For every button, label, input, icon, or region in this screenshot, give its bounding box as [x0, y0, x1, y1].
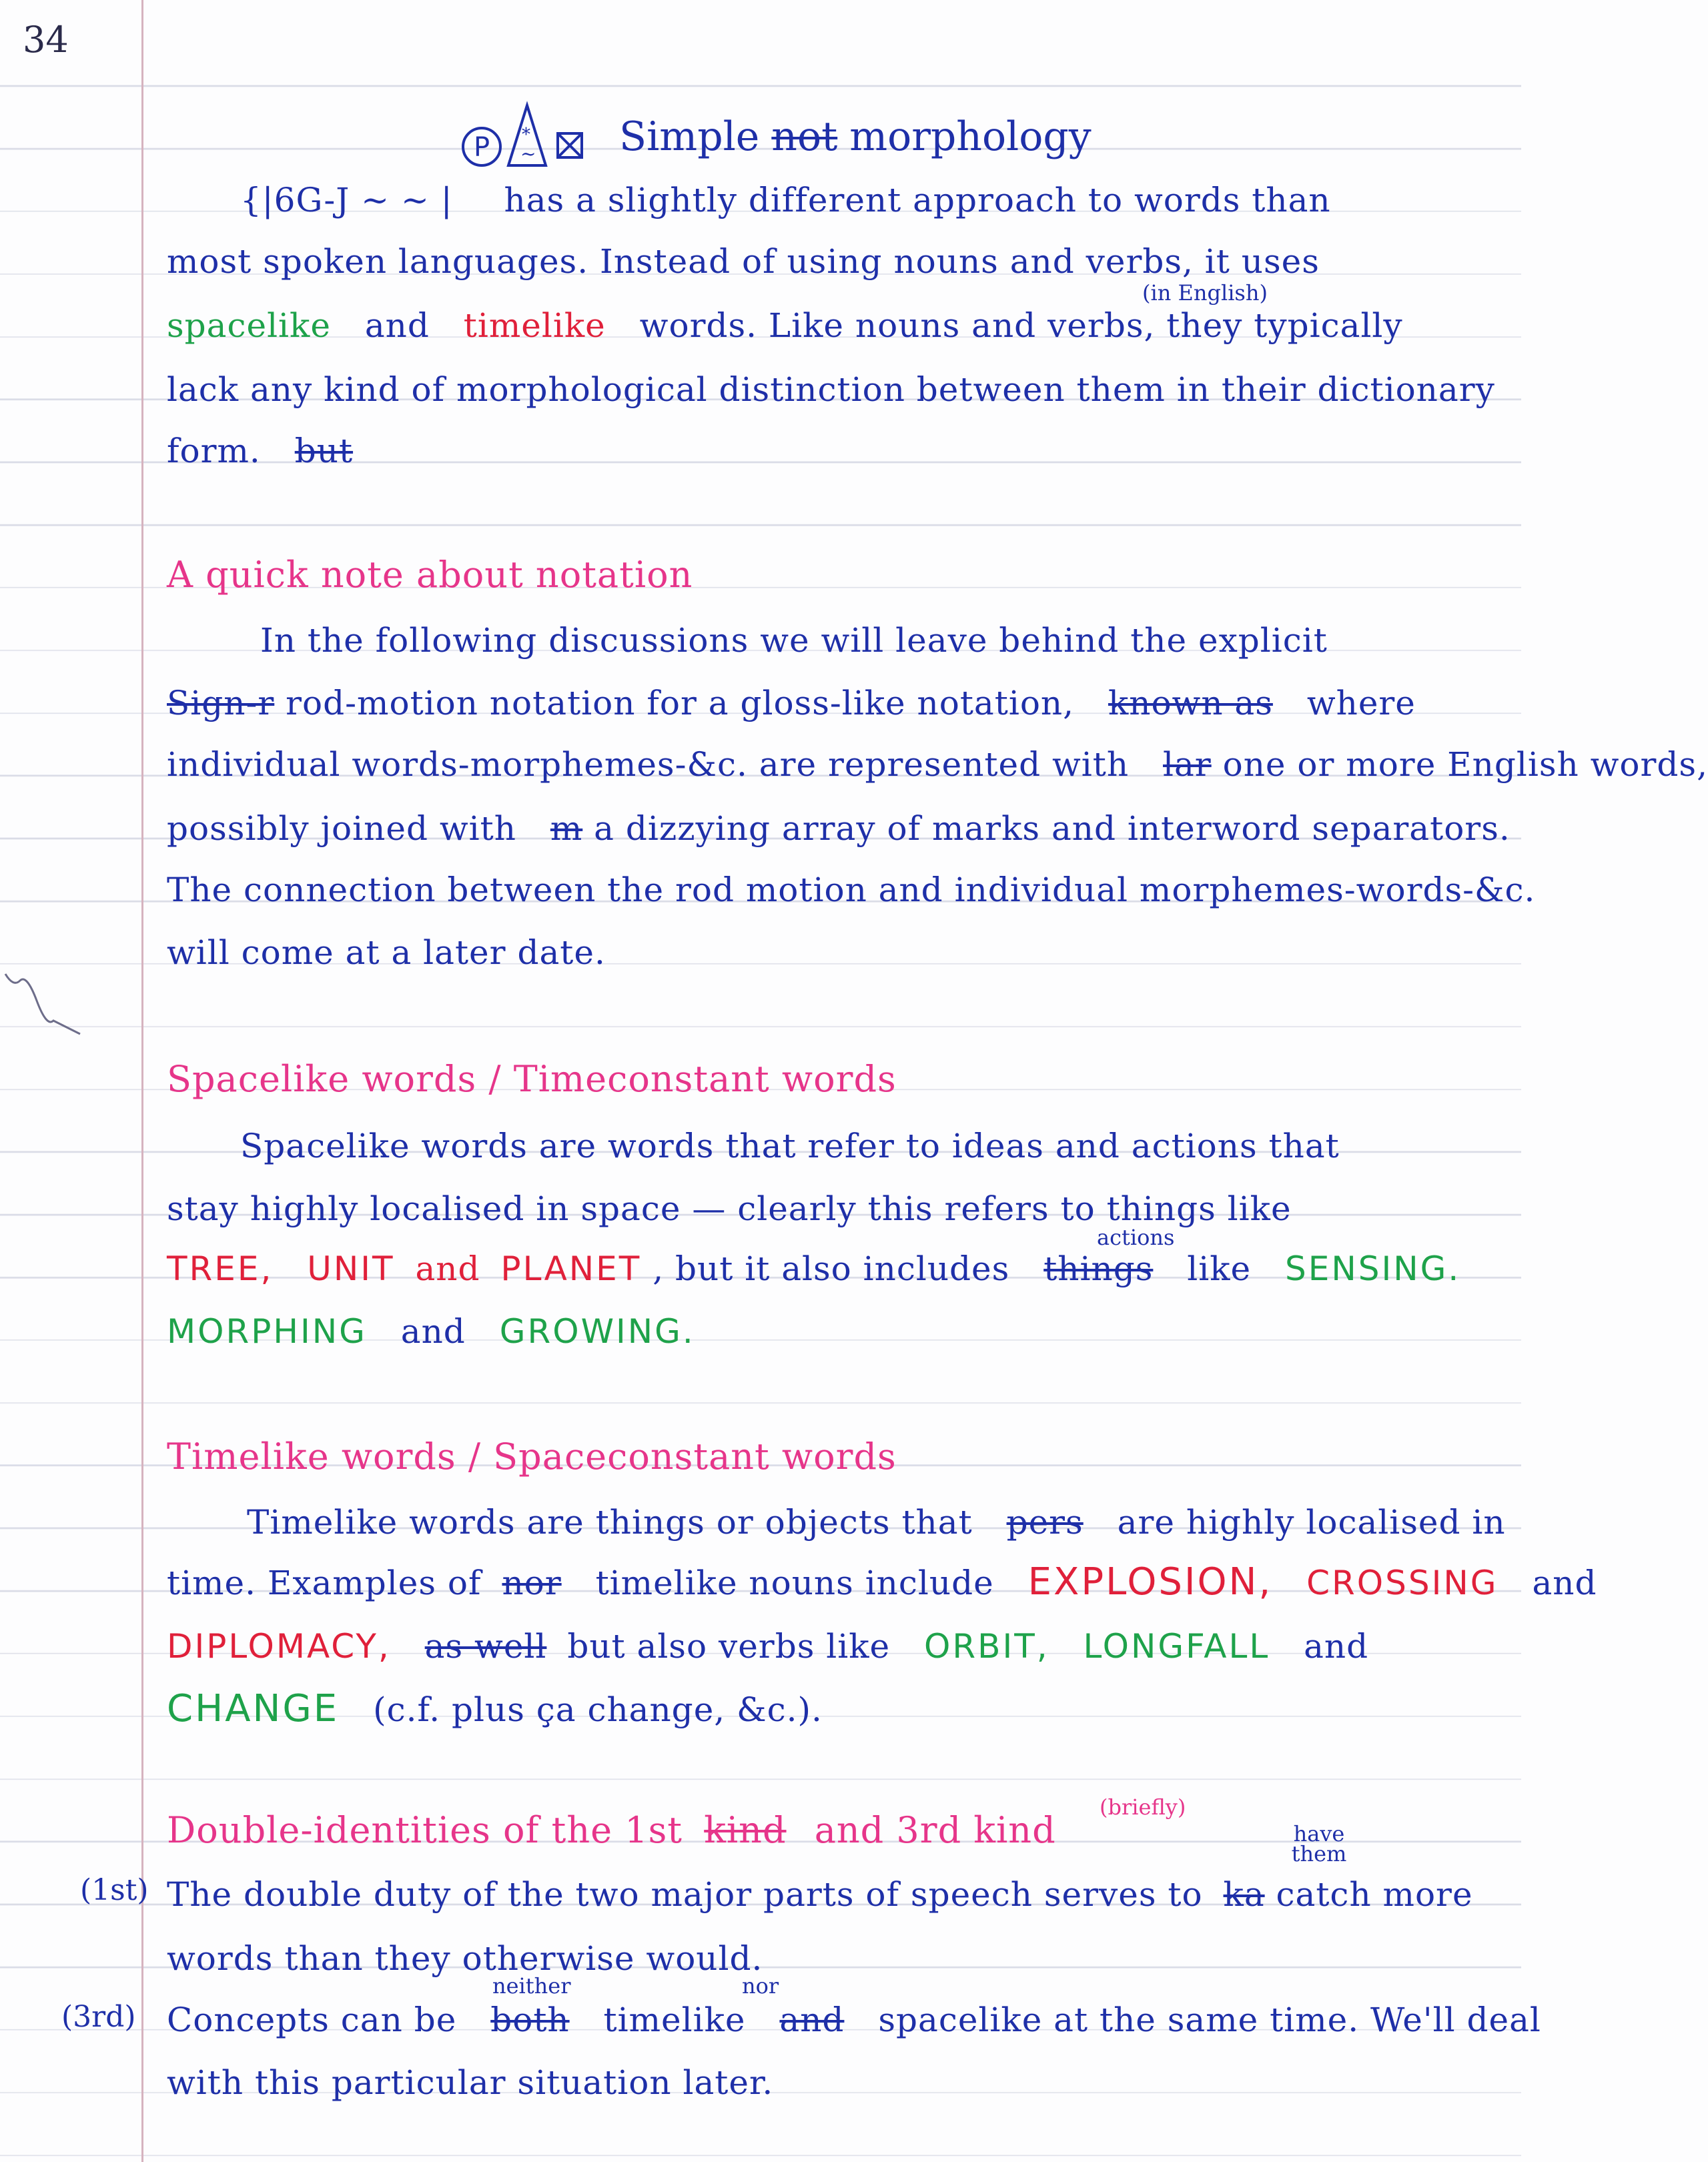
insert-actions: actions [1097, 1225, 1175, 1250]
notation-line-4-end: a dizzying array of marks and interword separators. [594, 809, 1511, 848]
script-word: {|6G-J ~ ~ | [240, 181, 453, 219]
example-tree: TREE, [167, 1249, 274, 1288]
timelike-line-2-mid: timelike nouns include [595, 1564, 994, 1602]
label-1st: (1st) [80, 1873, 149, 1907]
spacelike-line-3 [167, 1247, 1494, 1290]
title-simple: Simple [619, 113, 760, 160]
timelike-line-4 [167, 1688, 1494, 1731]
example-orbit: ORBIT, [924, 1627, 1049, 1666]
label-3rd: (3rd) [61, 2000, 136, 2034]
double-line-3-text: Concepts can be [167, 2001, 457, 2039]
svg-text:~: ~ [520, 143, 536, 165]
intro-line-4: lack any kind of morphological distinction between them in their dictionary [167, 370, 1495, 409]
struck-both: both [490, 2001, 570, 2039]
heading-briefly: (briefly) [1100, 1794, 1186, 1820]
heading-double-b: and 3rd kind [814, 1809, 1056, 1851]
where-word: where [1306, 684, 1416, 722]
timelike-line-3 [167, 1625, 1494, 1668]
example-unit: UNIT [307, 1249, 395, 1288]
intro-line-5 [167, 430, 1494, 472]
struck-and: and [779, 2001, 845, 2039]
svg-text:P: P [474, 132, 490, 163]
notation-line-6: will come at a later date. [167, 933, 606, 972]
script-glyphs-icon [460, 100, 607, 173]
struck-known-as: known as [1108, 684, 1273, 722]
spacelike-line-1: Spacelike words are words that refer to ideas and actions that [240, 1127, 1340, 1165]
heading-timelike: Timelike words / Spaceconstant words [167, 1436, 897, 1478]
struck-things: things [1043, 1249, 1154, 1288]
notation-line-4 [167, 807, 1511, 850]
timelike-line-3-text: but also verbs like [567, 1627, 891, 1666]
struck-ka: ka [1223, 1875, 1265, 1914]
timelike-line-2 [167, 1560, 1597, 1604]
title-main: morphology [849, 113, 1092, 160]
example-change: CHANGE [167, 1687, 340, 1730]
struck-as-well: as well [424, 1627, 547, 1666]
example-growing: GROWING. [499, 1312, 695, 1351]
margin-line [141, 0, 143, 2162]
form-word: form. [167, 432, 261, 470]
insert-neither: neither [492, 1973, 571, 1999]
example-morphing: MORPHING [167, 1312, 367, 1351]
like-word: like [1187, 1249, 1252, 1288]
timelike-term: timelike [463, 306, 606, 345]
example-crossing: CROSSING [1306, 1564, 1499, 1602]
heading-spacelike: Spacelike words / Timeconstant words [167, 1058, 897, 1100]
spacelike-line-4 [167, 1310, 1494, 1353]
insert-nor: nor [742, 1973, 779, 1999]
double-line-3-end: spacelike at the same time. We'll deal [878, 2001, 1541, 2039]
struck-m: m [550, 809, 583, 848]
spacelike-line-2: stay highly localised in space — clearly this refers to things like [167, 1189, 1292, 1228]
timelike-line-1-end: are highly localised in [1117, 1503, 1506, 1542]
spacelike-line-3-text: , but it also includes [653, 1249, 1010, 1288]
double-line-3 [167, 1999, 1541, 2041]
struck-but: but [294, 432, 354, 470]
struck-nor: nor [502, 1564, 562, 1602]
example-longfall: LONGFALL [1083, 1627, 1270, 1666]
insert-in-english: (in English) [1142, 280, 1268, 306]
page-number: 34 [23, 19, 69, 61]
timelike-line-1-text: Timelike words are things or objects that [247, 1503, 973, 1542]
intro-line-3 [167, 304, 1494, 347]
intro-line-2: most spoken languages. Instead of using nouns and verbs, it uses [167, 242, 1320, 281]
struck-kind: kind [704, 1809, 787, 1851]
timelike-line-1 [247, 1501, 1575, 1544]
title-struck: not [771, 113, 838, 160]
svg-text:*: * [522, 125, 530, 145]
and-word-4: and [1304, 1627, 1369, 1666]
double-line-1 [167, 1873, 1494, 1916]
notation-line-2-text: rod-motion notation for a gloss-like notation, [286, 684, 1075, 722]
squiggle-doodle-icon [0, 961, 87, 1047]
and-word-2: and [400, 1312, 466, 1351]
notation-line-3-end: one or more English words, [1222, 745, 1708, 784]
notation-line-2 [167, 682, 1494, 724]
example-diplomacy: DIPLOMACY, [167, 1627, 391, 1666]
timelike-line-2-text: time. Examples of [167, 1564, 482, 1602]
double-line-1-text: The double duty of the two major parts of speech serves to [167, 1875, 1203, 1914]
example-planet: PLANET [500, 1249, 642, 1288]
struck-lar: lar [1162, 745, 1212, 784]
timelike-line-4-text: (c.f. plus ça change, &c.). [373, 1690, 823, 1729]
spacelike-term: spacelike [167, 306, 331, 345]
heading-notation: A quick note about notation [167, 554, 693, 596]
timelike-word: timelike [603, 2001, 746, 2039]
page-title [460, 100, 1092, 173]
intro-line-1-text: has a slightly different approach to words than [504, 181, 1331, 219]
example-explosion: EXPLOSION, [1027, 1560, 1273, 1604]
struck-pers: pers [1006, 1503, 1084, 1542]
intro-line-3-text: words. Like nouns and verbs, they typically [639, 306, 1403, 345]
notation-line-1: In the following discussions we will leave behind the explicit [260, 621, 1328, 660]
double-line-1-end: catch more [1276, 1875, 1473, 1914]
struck-sign: Sign-r [167, 684, 275, 722]
notation-line-4-text: possibly joined with [167, 809, 516, 848]
double-line-4: with this particular situation later. [167, 2063, 774, 2102]
heading-double-a: Double-identities of the 1st [167, 1809, 683, 1851]
notation-line-3-text: individual words-morphemes-&c. are represented with [167, 745, 1130, 784]
intro-line-1 [240, 179, 1568, 221]
insert-have-them: have them [1291, 1821, 1347, 1866]
example-and: and [415, 1249, 480, 1288]
example-sensing: SENSING. [1285, 1249, 1461, 1288]
notation-line-5: The connection between the rod motion and individual morphemes-words-&c. [167, 871, 1536, 909]
notation-line-3 [167, 743, 1708, 786]
and-word-3: and [1532, 1564, 1597, 1602]
and-word: and [364, 306, 430, 345]
double-line-2: words than they otherwise would. [167, 1939, 763, 1978]
